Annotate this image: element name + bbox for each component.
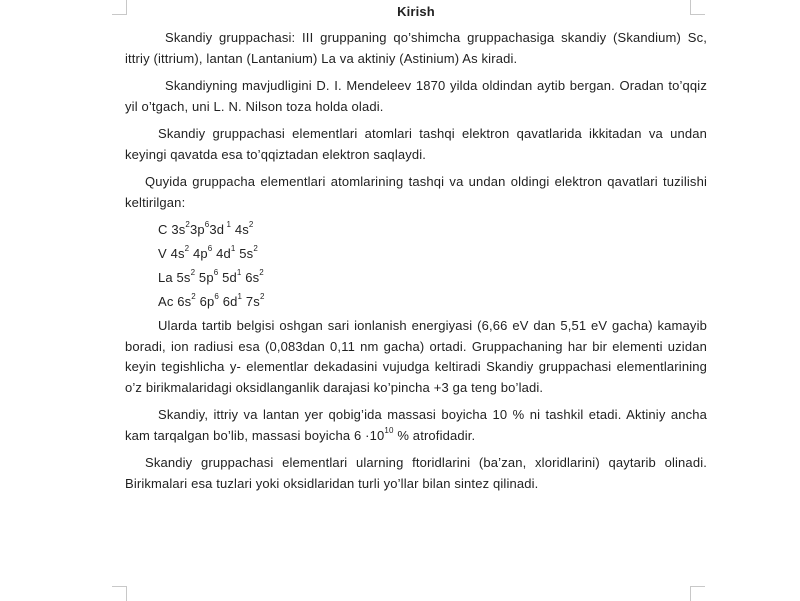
electron-count: 1 [230, 244, 236, 253]
orbital-label: 6s [241, 270, 260, 285]
electron-count: 1 [224, 220, 232, 229]
element-symbol: La [158, 270, 177, 285]
orbital-label: 7s [242, 294, 260, 309]
configuration-line [125, 220, 707, 240]
orbital-label: 4d [212, 246, 231, 261]
paragraph-ionization: Ularda tartib belgisi oshgan sari ionlanish energiyasi (6,66 eV dan 5,51 eV gacha) kamayib boradi, ion radiusi esa (0,083dan 0,11 nm gacha) ortadi. Gruppachaning har bir elementi uzidan keyin tegishlicha y- elementlar dekadasini vujudga keltiradi Skandiy gruppachasi elementlarining o’z birikmalaridagi oksidlanganlik darajasi ko’pincha +3 ga teng bo’ladi. [125, 318, 707, 395]
electron-count: 2 [259, 292, 265, 301]
orbital-label: 6d [219, 294, 238, 309]
electron-count: 2 [253, 244, 258, 253]
electron-count: 1 [236, 268, 242, 277]
paragraph-abundance [125, 405, 707, 446]
paragraph-config-intro: Quyida gruppacha elementlari atomlarining tashqi va undan oldingi elektron qavatlari tuzilishi keltirilgan: [125, 174, 707, 210]
orbital-label: 4s [231, 222, 249, 237]
orbital-label: 3s [171, 222, 186, 237]
electron-configurations [125, 220, 707, 312]
orbital-label: 4s [170, 246, 185, 261]
orbital-label: 3p [189, 222, 205, 237]
paragraph-mendeleev: Skandiyning mavjudligini D. I. Mendeleev 1870 yilda oldindan aytib bergan. Oradan to’qqiz yil o’tgach, uni L. N. Nilson toza holda oladi. [125, 78, 707, 114]
electron-count: 1 [237, 292, 243, 301]
page-corner-mark [112, 586, 127, 601]
orbital-label: 5d [218, 270, 237, 285]
paragraph-intro: Skandiy gruppachasi: III gruppaning qo’shimcha gruppachasiga skandiy (Skandium) Sc, ittriy (ittrium), lantan (Lantanium) La va aktiniy (Astinium) As kiradi. [125, 30, 707, 66]
electron-count: 2 [185, 220, 190, 229]
element-symbol: V [158, 246, 171, 261]
electron-count: 2 [184, 244, 190, 253]
electron-count: 2 [191, 292, 196, 301]
electron-count: 2 [248, 220, 254, 229]
orbital-label: 4p [189, 246, 208, 261]
orbital-label: 5s [176, 270, 191, 285]
electron-count: 6 [214, 292, 220, 301]
electron-count: 6 [207, 244, 213, 253]
page-corner-mark [690, 586, 705, 601]
abundance-text: Skandiy, ittriy va lantan yer qobig’ida massasi boyicha 10 % ni tashkil etadi. Aktiniy ancha kam tarqalgan bo’lib, massasi boyicha 6 ·10 [125, 407, 707, 443]
electron-count: 6 [204, 220, 210, 229]
orbital-label: 5p [195, 270, 214, 285]
orbital-label: 3d [209, 222, 225, 237]
electron-count: 2 [190, 268, 196, 277]
configuration-line [125, 268, 707, 288]
abundance-text-end: % atrofidadir. [393, 427, 476, 443]
element-symbol: Ac [158, 294, 178, 309]
configuration-line [125, 292, 707, 312]
configuration-line [125, 244, 707, 264]
orbital-label: 6p [195, 294, 215, 309]
electron-count: 2 [259, 268, 264, 277]
element-symbol: C [158, 222, 172, 237]
abundance-exponent: 10 [384, 425, 394, 435]
orbital-label: 5s [235, 246, 254, 261]
paragraph-synthesis: Skandiy gruppachasi elementlari ularning ftoridlarini (ba’zan, xloridlarini) qaytarib olinadi. Birikmalari esa tuzlari yoki oksidlaridan turli yo’llar bilan sintez qilinadi. [125, 455, 707, 491]
orbital-label: 6s [177, 294, 192, 309]
electron-count: 6 [213, 268, 219, 277]
document-body [125, 4, 707, 501]
document-title: Kirish [397, 4, 435, 19]
paragraph-electron-layers: Skandiy gruppachasi elementlari atomlari tashqi elektron qavatlarida ikkitadan va undan keyingi qavatda esa to’qqiztadan elektron saqlaydi. [125, 126, 707, 162]
